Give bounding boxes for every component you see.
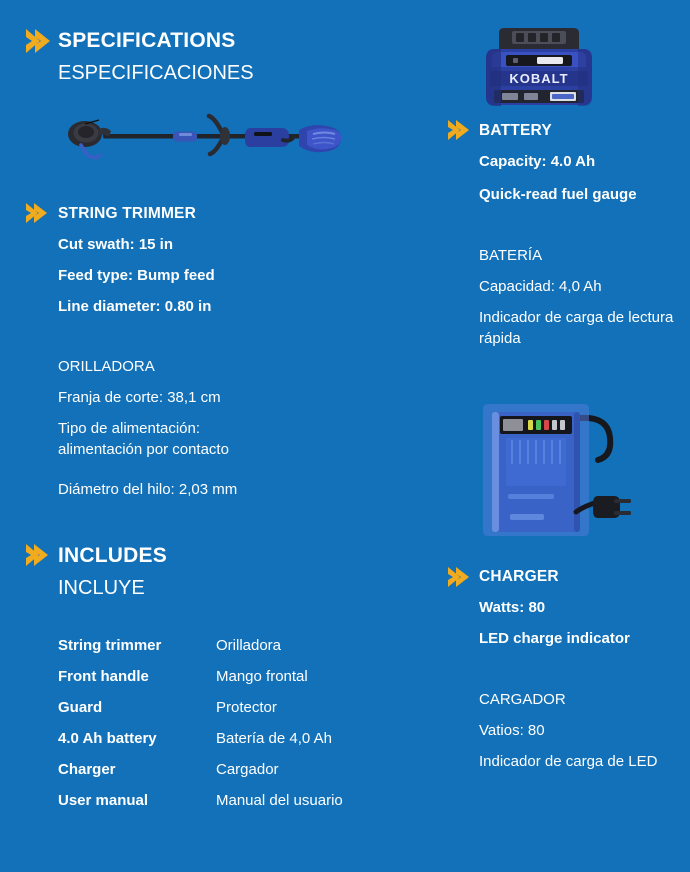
- includes-row: [58, 699, 458, 730]
- includes-item-es: Orilladora: [216, 637, 282, 654]
- includes-item-es: Protector: [216, 699, 277, 716]
- includes-item-es: Manual del usuario: [216, 792, 343, 809]
- charger-photo: [480, 398, 640, 548]
- trimmer-spec-line-diameter-en: Line diameter: 0.80 in: [58, 298, 212, 315]
- includes-item-en: String trimmer: [58, 637, 162, 654]
- includes-title-es: INCLUYE: [58, 577, 145, 599]
- trimmer-spec-cut-swath-en: Cut swath: 15 in: [58, 236, 174, 253]
- page-title-es: ESPECIFICACIONES: [58, 62, 254, 84]
- includes-item-en: Guard: [58, 699, 103, 716]
- includes-title-en: INCLUDES: [58, 544, 167, 567]
- battery-title-en: BATTERY: [479, 122, 552, 139]
- battery-spec-fuel-gauge-es: Indicador de carga de lectura rápida: [479, 309, 674, 347]
- includes-row: [58, 761, 458, 792]
- includes-row: [58, 730, 458, 761]
- battery-title-es: BATERÍA: [479, 247, 543, 264]
- includes-row: [58, 668, 458, 699]
- battery-spec-fuel-gauge-en: Quick-read fuel gauge: [479, 186, 637, 203]
- includes-item-es: Cargador: [216, 761, 279, 778]
- svg-text:KOBALT: KOBALT: [509, 71, 569, 86]
- chevron-right-icon: [447, 119, 473, 141]
- charger-spec-watts-es: Vatios: 80: [479, 722, 545, 739]
- includes-item-es: Mango frontal: [216, 668, 308, 685]
- includes-item-en: User manual: [58, 792, 149, 809]
- battery-spec-capacity-en: Capacity: 4.0 Ah: [479, 153, 596, 170]
- charger-spec-watts-en: Watts: 80: [479, 599, 546, 616]
- battery-spec-capacity-es: Capacidad: 4,0 Ah: [479, 278, 602, 295]
- includes-row: [58, 792, 458, 823]
- trimmer-spec-feed-type-en: Feed type: Bump feed: [58, 267, 215, 284]
- includes-item-en: Front handle: [58, 668, 149, 685]
- trimmer-spec-line-diameter-es: Diámetro del hilo: 2,03 mm: [58, 481, 238, 498]
- string-trimmer-photo: [55, 112, 345, 174]
- chevron-right-icon: [25, 543, 53, 567]
- page-title-en: SPECIFICATIONS: [58, 29, 236, 52]
- chevron-right-icon: [25, 202, 51, 224]
- includes-item-en: 4.0 Ah battery: [58, 730, 157, 747]
- includes-row: [58, 637, 458, 668]
- string-trimmer-title-es: ORILLADORA: [58, 358, 155, 375]
- string-trimmer-title-en: STRING TRIMMER: [58, 205, 196, 222]
- chevron-right-icon: [25, 28, 55, 54]
- chevron-right-icon: [447, 566, 473, 588]
- includes-item-en: Charger: [58, 761, 116, 778]
- charger-title-es: CARGADOR: [479, 691, 566, 708]
- battery-photo: [480, 22, 598, 112]
- trimmer-spec-cut-swath-es: Franja de corte: 38,1 cm: [58, 389, 221, 406]
- trimmer-spec-feed-type-es: Tipo de alimentación: alimentación por contacto: [58, 420, 229, 458]
- charger-title-en: CHARGER: [479, 568, 559, 585]
- charger-spec-led-es: Indicador de carga de LED: [479, 753, 658, 770]
- includes-item-es: Batería de 4,0 Ah: [216, 730, 332, 747]
- charger-spec-led-en: LED charge indicator: [479, 630, 630, 647]
